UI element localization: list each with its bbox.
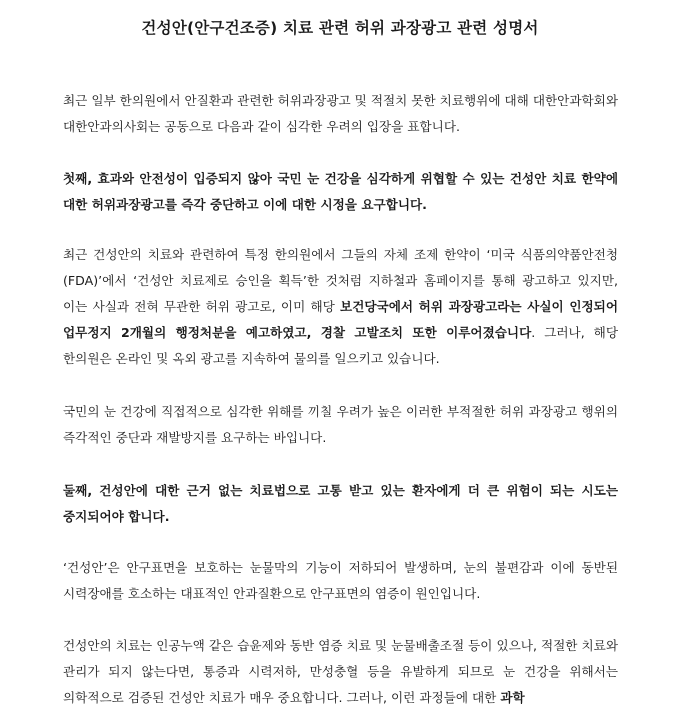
second-demand-heading: 둘째, 건성안에 대한 근거 없는 치료법으로 고통 받고 있는 환자에게 더 큰 위험이 되는 시도는 중지되어야 합니다. [63, 483, 618, 524]
first-demand-heading: 첫째, 효과와 안전성이 입증되지 않아 국민 눈 건강을 심각하게 위협할 수 있는 건성안 치료 한약에 대한 허위과장광고를 즉각 중단하고 이에 대한 시정을 요구합니다. [63, 171, 618, 212]
advertisement-detail-paragraph [63, 242, 618, 372]
demand-stop-paragraph: 국민의 눈 건강에 직접적으로 심각한 위해를 끼칠 우려가 높은 이러한 부적절한 허위 과장광고 행위의 즉각적인 중단과 재발방지를 요구하는 바입니다. [63, 404, 618, 445]
dry-eye-treatment-paragraph [63, 633, 618, 711]
advertisement-detail-tail: . 그러나, 해당 한의원은 온라인 및 옥외 광고를 지속하여 물의를 일으키고 있습니다. [63, 325, 618, 366]
administrative-action-emphasis: 보건당국에서 허위 과장광고라는 사실이 인정되어 업무정지 2개월의 행정처분을 예고하였고, 경찰 고발조치 또한 이루어졌습니다 [63, 299, 618, 340]
document-title: 건성안(안구건조증) 치료 관련 허위 과장광고 관련 성명서 [141, 19, 539, 37]
dry-eye-definition-paragraph: ‘건성안’은 안구표면을 보호하는 눈물막의 기능이 저하되어 발생하며, 눈의 불편감과 이에 동반된 시력장애를 호소하는 대표적인 안과질환으로 안구표면의 염증이 원인입니다. [63, 560, 618, 601]
intro-paragraph: 최근 일부 한의원에서 안질환과 관련한 허위과장광고 및 적절치 못한 치료행위에 대해 대한안과학회와 대한안과의사회는 공동으로 다음과 같이 심각한 우려의 입장을 표합니다. [63, 93, 618, 134]
science-emphasis: 과학 [500, 690, 525, 705]
dry-eye-treatment-text: 건성안의 치료는 인공누액 같은 습윤제와 동반 염증 치료 및 눈물배출조절 등이 있으나, 적절한 치료와 관리가 되지 않는다면, 통증과 시력저하, 만성충혈 등을 유발하게 되므로 눈 건강을 위해서는 의학적으로 검증된 건성안 치료가 매우 중요합니다. 그러나, 이런 과정들에 대한 [63, 638, 618, 705]
advertisement-detail-text: 최근 건성안의 치료와 관련하여 특정 한의원에서 그들의 자체 조제 한약이 ‘미국 식품의약품안전청(FDA)’에서 ‘건성안 치료제로 승인을 획득’한 것처럼 지하철과 홈페이지를 통해 광고하고 있지만, 이는 사실과 전혀 무관한 허위 광고로, 이미 해당 [63, 247, 618, 314]
